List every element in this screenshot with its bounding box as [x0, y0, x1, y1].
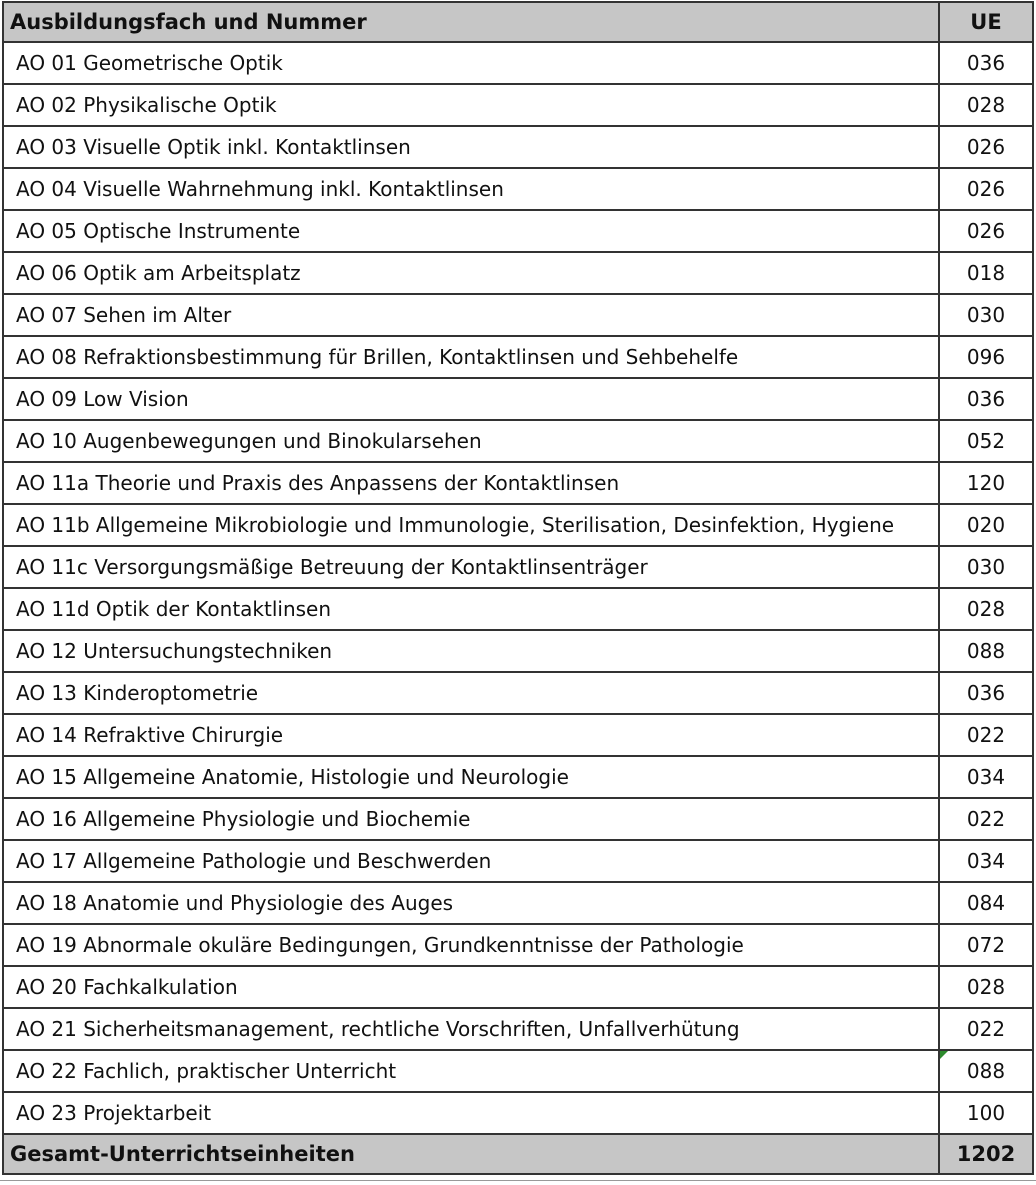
subject-cell[interactable]: AO 13 Kinderoptometrie: [3, 672, 939, 714]
ue-value: 088: [966, 639, 1006, 663]
ue-value: 028: [966, 975, 1006, 999]
table-row: [3, 1008, 1033, 1050]
table-row: [3, 924, 1033, 966]
subject-cell[interactable]: AO 20 Fachkalkulation: [3, 966, 939, 1008]
curriculum-table: [2, 1, 1034, 1175]
subject-cell[interactable]: AO 02 Physikalische Optik: [3, 84, 939, 126]
table-row: [3, 1050, 1033, 1092]
ue-value: 072: [966, 933, 1006, 957]
ue-value: 028: [966, 93, 1006, 117]
total-label[interactable]: Gesamt-Unterrichtseinheiten: [3, 1134, 939, 1174]
comment-indicator-icon[interactable]: [940, 1051, 948, 1059]
ue-cell[interactable]: [939, 672, 1033, 714]
ue-value: 100: [966, 1101, 1006, 1125]
subject-cell[interactable]: AO 12 Untersuchungstechniken: [3, 630, 939, 672]
ue-cell[interactable]: [939, 126, 1033, 168]
subject-cell[interactable]: AO 16 Allgemeine Physiologie und Biochemie: [3, 798, 939, 840]
ue-cell[interactable]: [939, 1092, 1033, 1134]
ue-cell[interactable]: [939, 924, 1033, 966]
table-row: [3, 210, 1033, 252]
table-row: [3, 672, 1033, 714]
ue-cell[interactable]: [939, 882, 1033, 924]
subject-cell[interactable]: AO 07 Sehen im Alter: [3, 294, 939, 336]
table-row: [3, 252, 1033, 294]
header-ue[interactable]: UE: [939, 2, 1033, 42]
table-row: [3, 294, 1033, 336]
ue-cell[interactable]: [939, 798, 1033, 840]
ue-cell[interactable]: [939, 756, 1033, 798]
table-row: [3, 630, 1033, 672]
ue-value: 028: [966, 597, 1006, 621]
table-row: [3, 462, 1033, 504]
subject-cell[interactable]: AO 09 Low Vision: [3, 378, 939, 420]
ue-cell[interactable]: [939, 168, 1033, 210]
ue-cell[interactable]: [939, 336, 1033, 378]
ue-cell[interactable]: [939, 588, 1033, 630]
ue-cell[interactable]: [939, 840, 1033, 882]
table-row: [3, 420, 1033, 462]
ue-cell[interactable]: [939, 420, 1033, 462]
ue-cell[interactable]: [939, 966, 1033, 1008]
header-subject[interactable]: Ausbildungsfach und Nummer: [3, 2, 939, 42]
ue-value: 026: [966, 219, 1006, 243]
table-row: [3, 126, 1033, 168]
ue-cell[interactable]: [939, 630, 1033, 672]
ue-value: 034: [966, 765, 1006, 789]
subject-cell[interactable]: AO 05 Optische Instrumente: [3, 210, 939, 252]
ue-value: 018: [966, 261, 1006, 285]
ue-value: 030: [966, 303, 1006, 327]
subject-cell[interactable]: AO 18 Anatomie und Physiologie des Auges: [3, 882, 939, 924]
subject-cell[interactable]: AO 17 Allgemeine Pathologie und Beschwerden: [3, 840, 939, 882]
subject-cell[interactable]: AO 08 Refraktionsbestimmung für Brillen, Kontaktlinsen und Sehbehelfe: [3, 336, 939, 378]
ue-value: 120: [966, 471, 1006, 495]
table-row: [3, 42, 1033, 84]
total-value[interactable]: 1202: [939, 1134, 1033, 1174]
subject-cell[interactable]: AO 11c Versorgungsmäßige Betreuung der Kontaktlinsenträger: [3, 546, 939, 588]
ue-cell[interactable]: [939, 504, 1033, 546]
subject-cell[interactable]: AO 23 Projektarbeit: [3, 1092, 939, 1134]
subject-cell[interactable]: AO 03 Visuelle Optik inkl. Kontaktlinsen: [3, 126, 939, 168]
ue-cell[interactable]: [939, 462, 1033, 504]
table-row: [3, 756, 1033, 798]
subject-cell[interactable]: AO 01 Geometrische Optik: [3, 42, 939, 84]
table-body: [3, 42, 1033, 1134]
total-row: [3, 1134, 1033, 1174]
subject-cell[interactable]: AO 11b Allgemeine Mikrobiologie und Immunologie, Sterilisation, Desinfektion, Hygiene: [3, 504, 939, 546]
subject-cell[interactable]: AO 14 Refraktive Chirurgie: [3, 714, 939, 756]
ue-value: 022: [966, 723, 1006, 747]
ue-value: 036: [966, 51, 1006, 75]
table-row: [3, 168, 1033, 210]
table-row: [3, 378, 1033, 420]
subject-cell[interactable]: AO 22 Fachlich, praktischer Unterricht: [3, 1050, 939, 1092]
table-header-row: [3, 2, 1033, 42]
ue-value: 022: [966, 1017, 1006, 1041]
table-row: [3, 966, 1033, 1008]
ue-cell[interactable]: [939, 714, 1033, 756]
ue-cell[interactable]: [939, 210, 1033, 252]
subject-cell[interactable]: AO 10 Augenbewegungen und Binokularsehen: [3, 420, 939, 462]
subject-cell[interactable]: AO 06 Optik am Arbeitsplatz: [3, 252, 939, 294]
ue-cell[interactable]: [939, 546, 1033, 588]
subject-cell[interactable]: AO 11a Theorie und Praxis des Anpassens der Kontaktlinsen: [3, 462, 939, 504]
ue-value: 036: [966, 387, 1006, 411]
ue-value: 026: [966, 135, 1006, 159]
ue-value: 030: [966, 555, 1006, 579]
table-row: [3, 588, 1033, 630]
table-row: [3, 504, 1033, 546]
next-row-edge: [0, 1180, 1036, 1185]
subject-cell[interactable]: AO 04 Visuelle Wahrnehmung inkl. Kontaktlinsen: [3, 168, 939, 210]
table-row: [3, 882, 1033, 924]
table-row: [3, 1092, 1033, 1134]
ue-value: 020: [966, 513, 1006, 537]
table-row: [3, 714, 1033, 756]
ue-cell[interactable]: [939, 42, 1033, 84]
ue-cell[interactable]: [939, 1050, 1033, 1092]
ue-value: 026: [966, 177, 1006, 201]
subject-cell[interactable]: AO 11d Optik der Kontaktlinsen: [3, 588, 939, 630]
ue-value: 022: [966, 807, 1006, 831]
ue-cell[interactable]: [939, 252, 1033, 294]
subject-cell[interactable]: AO 21 Sicherheitsmanagement, rechtliche Vorschriften, Unfallverhütung: [3, 1008, 939, 1050]
ue-cell[interactable]: [939, 84, 1033, 126]
subject-cell[interactable]: AO 15 Allgemeine Anatomie, Histologie und Neurologie: [3, 756, 939, 798]
ue-value: 096: [966, 345, 1006, 369]
ue-cell[interactable]: [939, 1008, 1033, 1050]
ue-value: 034: [966, 849, 1006, 873]
ue-value: 036: [966, 681, 1006, 705]
table-row: [3, 840, 1033, 882]
ue-value: 084: [966, 891, 1006, 915]
table-row: [3, 336, 1033, 378]
ue-value: 088: [966, 1059, 1006, 1083]
table-row: [3, 84, 1033, 126]
table-row: [3, 798, 1033, 840]
subject-cell[interactable]: AO 19 Abnormale okuläre Bedingungen, Grundkenntnisse der Pathologie: [3, 924, 939, 966]
table-row: [3, 546, 1033, 588]
ue-cell[interactable]: [939, 378, 1033, 420]
ue-value: 052: [966, 429, 1006, 453]
ue-cell[interactable]: [939, 294, 1033, 336]
